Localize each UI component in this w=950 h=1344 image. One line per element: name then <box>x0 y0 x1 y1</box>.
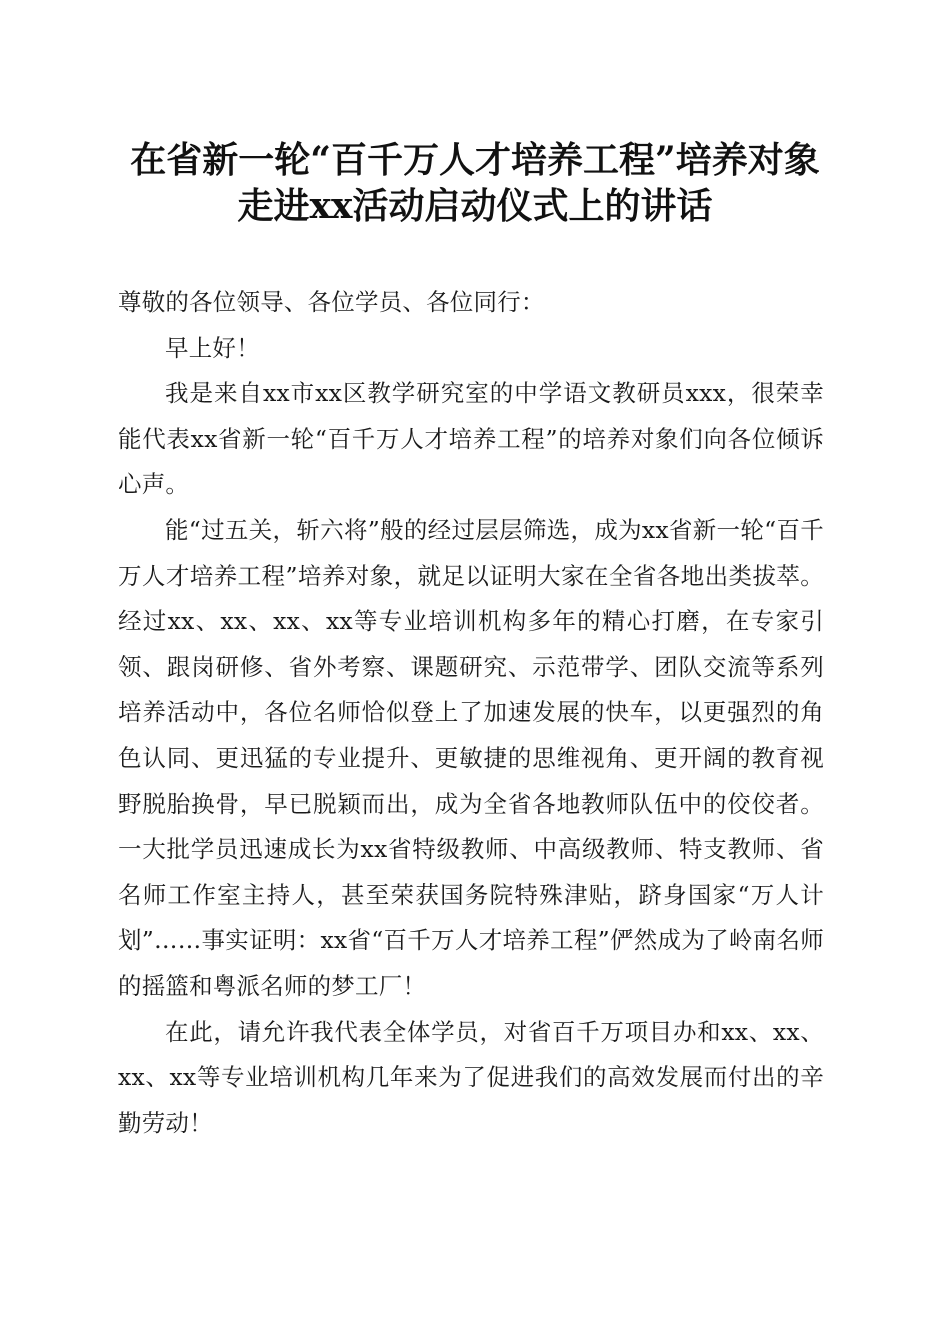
title-line-1: 在省新一轮“百千万人才培养工程”培养对象 <box>130 139 820 181</box>
paragraph-greeting: 早上好！ <box>165 333 260 362</box>
document-title <box>100 137 850 229</box>
salutation: 尊敬的各位领导、各位学员、各位同行： <box>118 288 545 316</box>
paragraph-achievements: 能“过五关，斩六将”般的经过层层筛选，成为xx省新一轮“百千万人才培养工程”培养对象，就足以证明大家在全省各地出类拔萃。经过xx、xx、xx、xx等专业培训机构多年的精心打磨，在专家引领、跟岗研修、省外考察、课题研究、示范带学、团队交流等系列培养活动中，各位名师恰似登上了加速发展的快车，以更强烈的角色认同、更迅猛的专业提升、更敏捷的思维视角、更开阔的教育视野脱胎换骨，早已脱颖而出，成为全省各地教师队伍中的佼佼者。一大批学员迅速成长为xx省特级教师、中高级教师、特支教师、省名师工作室主持人，甚至荣获国务院特殊津贴，跻身国家“万人计划”……事实证明：xx省“百千万人才培养工程”俨然成为了岭南名师的摇篮和粤派名师的梦工厂！ <box>118 515 824 1000</box>
paragraph-introduction: 我是来自xx市xx区教学研究室的中学语文教研员xxx，很荣幸能代表xx省新一轮“百千万人才培养工程”的培养对象们向各位倾诉心声。 <box>118 379 824 499</box>
document-body <box>118 280 824 1146</box>
paragraph-thanks: 在此，请允许我代表全体学员，对省百千万项目办和xx、xx、xx、xx等专业培训机构几年来为了促进我们的高效发展而付出的辛勤劳动！ <box>118 1017 824 1137</box>
title-line-2: 走进xx活动启动仪式上的讲话 <box>237 185 713 227</box>
